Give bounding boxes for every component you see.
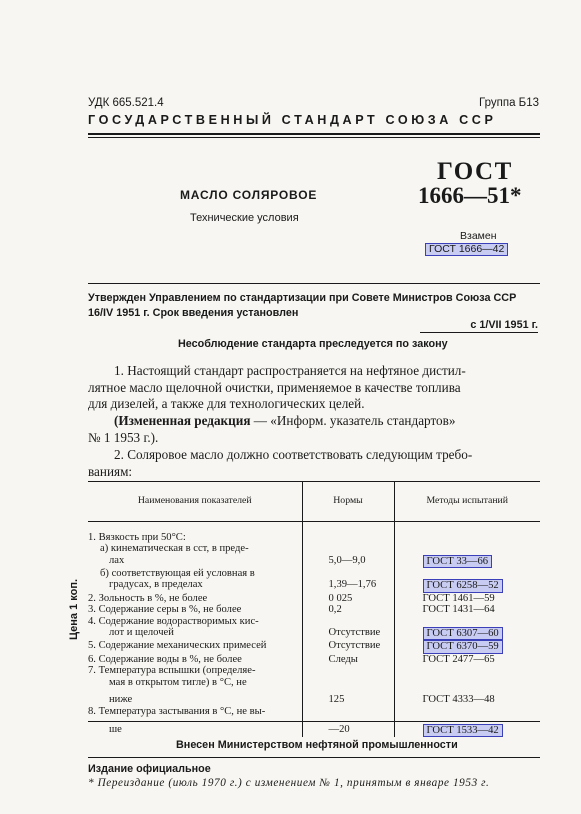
header-double-rule-bottom [88, 137, 540, 138]
table-row [88, 677, 540, 689]
paragraph-1-line-1: 1. Настоящий стандарт распространяется на нефтяное дистил- [114, 363, 466, 378]
replaces-value [425, 243, 508, 256]
method-highlight: ГОСТ 6370—59 [423, 640, 503, 653]
table-body [88, 521, 540, 737]
method-cell [394, 521, 540, 543]
gost-number: 1666—51* [418, 183, 522, 208]
method-cell [394, 604, 540, 616]
norm-cell: Отсутствие [302, 640, 394, 653]
method-cell [394, 579, 540, 592]
method-cell [394, 640, 540, 653]
replaces-label: Взамен [460, 230, 497, 242]
norm-cell: 0,2 [302, 604, 394, 616]
state-standard-heading: ГОСУДАРСТВЕННЫЙ СТАНДАРТ СОЮЗА ССР [88, 113, 497, 127]
indicator-cell: 2. Зольность в %, не более [88, 593, 302, 605]
indicator-cell: 5. Содержание механических примесей [88, 640, 302, 653]
method-highlight: ГОСТ 33—66 [423, 555, 493, 568]
indicator-cell: мая в открытом тигле) в °С, не [88, 677, 302, 689]
table-row [88, 555, 540, 568]
table-header-norms: Нормы [302, 482, 394, 522]
gost-label: ГОСТ [437, 158, 513, 185]
table-row [88, 593, 540, 605]
amendment-rest: — «Информ. указатель стандартов» [250, 413, 456, 428]
norm-cell [302, 665, 394, 677]
method-text: ГОСТ 2477—65 [422, 653, 495, 665]
method-cell [394, 616, 540, 628]
ministry-note: Внесен Министерством нефтяной промышленности [176, 739, 458, 751]
table-row [88, 665, 540, 677]
norm-cell: 1,39—1,76 [302, 579, 394, 592]
norm-cell: 125 [302, 688, 394, 706]
method-text: ГОСТ 4333—48 [422, 694, 495, 706]
method-cell [394, 665, 540, 677]
norm-cell [302, 521, 394, 543]
amendment-bold: (Измененная редакция [114, 413, 251, 428]
amendment-line-1 [88, 413, 538, 430]
method-text: ГОСТ 1431—64 [422, 604, 495, 616]
method-cell [394, 627, 540, 640]
indicator-cell: 1. Вязкость при 50°С: [88, 521, 302, 543]
indicator-cell: 4. Содержание водорастворимых кис- [88, 616, 302, 628]
method-highlight: ГОСТ 1533—42 [423, 724, 503, 737]
edition-note: Издание официальное [88, 763, 211, 775]
indicator-cell: ше [88, 718, 302, 737]
indicator-cell: лот и щелочей [88, 627, 302, 640]
udc-code: УДК 665.521.4 [88, 97, 164, 109]
paragraph-1-line-3: для дизелей, а также для технологических целей. [88, 396, 365, 411]
table-header-methods: Методы испытаний [394, 482, 540, 522]
method-cell [394, 593, 540, 605]
norm-cell: Следы [302, 654, 394, 666]
paragraph-2-line-1: 2. Соляровое масло должно соответствовать следующим требо- [114, 447, 473, 462]
paragraph-1-line-2: лятное масло щелочной очистки, применяемое в качестве топлива [88, 379, 461, 395]
table-row [88, 688, 540, 706]
table-row [88, 543, 540, 555]
header-double-rule-top [88, 133, 540, 135]
document-subtitle: Технические условия [190, 212, 299, 224]
method-cell [394, 568, 540, 580]
table-row [88, 654, 540, 666]
table-row [88, 706, 540, 718]
compliance-warning: Несоблюдение стандарта преследуется по закону [178, 338, 448, 350]
price-note: Цена 1 коп. [68, 578, 80, 640]
table-header-indicator: Наименования показателей [88, 482, 302, 522]
method-highlight: ГОСТ 6307—60 [423, 627, 503, 640]
table-row [88, 521, 540, 543]
method-cell [394, 543, 540, 555]
norm-cell: —20 [302, 718, 394, 737]
footer-rule [88, 757, 540, 758]
replaces-gost-highlight: ГОСТ 1666—42 [425, 243, 508, 256]
indicator-cell: ниже [88, 688, 302, 706]
norm-cell [302, 706, 394, 718]
table-row [88, 640, 540, 653]
approval-date-underline [420, 332, 538, 333]
group-code: Группа Б13 [479, 97, 539, 109]
indicator-cell: б) соответствующая ей условная в [88, 568, 302, 580]
indicator-cell: градусах, в пределах [88, 579, 302, 592]
norm-cell [302, 677, 394, 689]
table-row [88, 616, 540, 628]
method-cell [394, 688, 540, 706]
approval-line-1: Утвержден Управлением по стандартизации при Совете Министров Союза ССР [88, 292, 517, 304]
table-row [88, 579, 540, 592]
approval-date: с 1/VII 1951 г. [470, 319, 538, 331]
table-bottom-rule [88, 721, 540, 722]
table-row [88, 568, 540, 580]
method-cell [394, 654, 540, 666]
method-cell [394, 677, 540, 689]
document-title: МАСЛО СОЛЯРОВОЕ [180, 188, 318, 202]
indicator-cell: 7. Температура вспышки (определяе- [88, 665, 302, 677]
indicator-cell: лах [88, 555, 302, 568]
method-cell [394, 706, 540, 718]
indicator-cell: 8. Температура застывания в °С, не вы- [88, 706, 302, 718]
paragraph-2 [88, 447, 538, 480]
norm-cell [302, 568, 394, 580]
amendment-line-2: № 1 1953 г.). [88, 429, 159, 445]
reprint-note: * Переиздание (июль 1970 г.) с изменением № 1, принятым в январе 1953 г. [88, 777, 490, 789]
title-separator [88, 283, 540, 284]
paragraph-2-line-2: ваниям: [88, 463, 133, 479]
method-text: ГОСТ 1461—59 [422, 592, 495, 604]
table-row [88, 627, 540, 640]
paragraph-amendment [88, 413, 538, 446]
paragraph-1 [88, 363, 538, 413]
indicator-cell: а) кинематическая в сст, в преде- [88, 543, 302, 555]
method-highlight: ГОСТ 6258—52 [423, 579, 503, 592]
table-header-row [88, 482, 540, 522]
norm-cell [302, 543, 394, 555]
approval-line-2: 16/IV 1951 г. Срок введения установлен [88, 307, 299, 319]
norm-cell: 0 025 [302, 593, 394, 605]
indicator-cell: 6. Содержание воды в %, не более [88, 654, 302, 666]
norm-cell: Отсутствие [302, 627, 394, 640]
norm-cell: 5,0—9,0 [302, 555, 394, 568]
requirements-table [88, 481, 540, 737]
table-row [88, 604, 540, 616]
norm-cell [302, 616, 394, 628]
method-cell [394, 555, 540, 568]
indicator-cell: 3. Содержание серы в %, не более [88, 604, 302, 616]
